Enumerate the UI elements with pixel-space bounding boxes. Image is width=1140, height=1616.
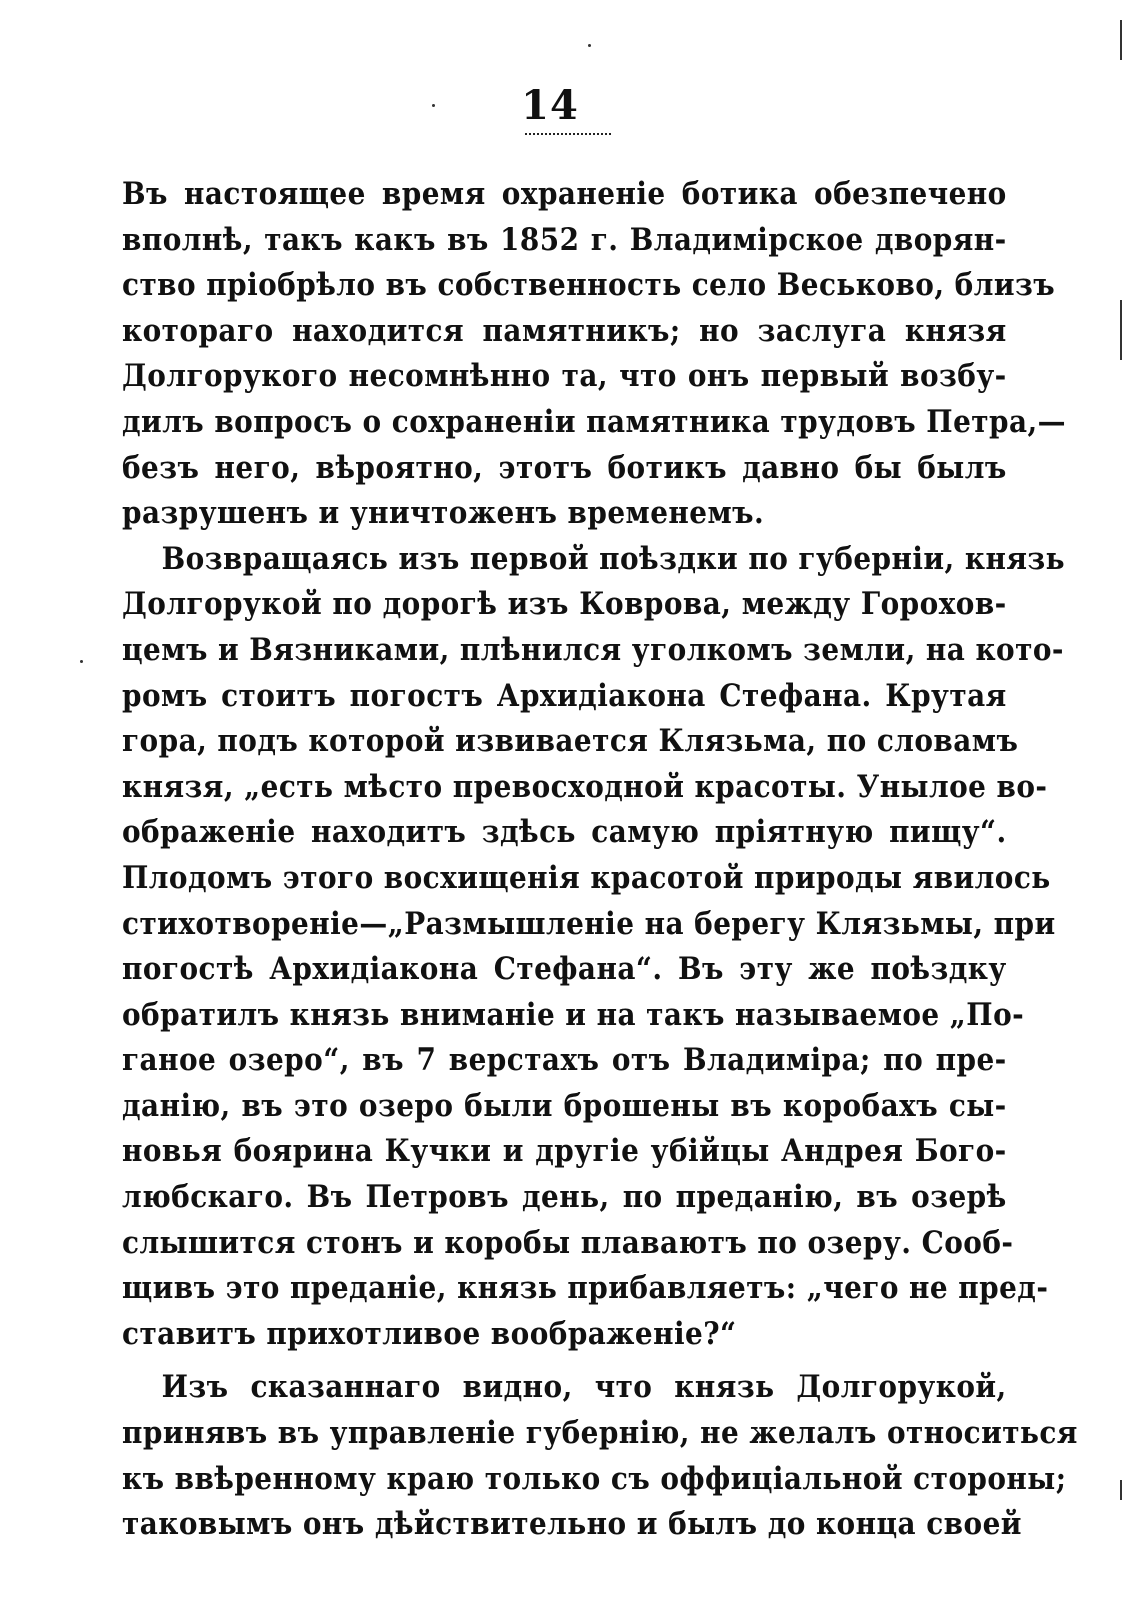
text-line: Долгорукого несомнѣнно та, что онъ первый возбу- — [122, 358, 1007, 395]
text-line: Въ настоящее время охраненіе ботика обезпечено — [122, 176, 1007, 212]
scan-edge-mark — [1120, 1480, 1122, 1500]
scan-speck — [432, 104, 435, 107]
text-line: принявъ въ управленіе губернію, не желалъ относиться — [122, 1415, 1078, 1452]
text-line: къ ввѣренному краю только съ оффиціальной стороны; — [122, 1460, 1067, 1497]
text-line: котораго находится памятникъ; но заслуга князя — [122, 312, 1007, 349]
page-number-rule — [525, 133, 611, 135]
text-line: вполнѣ, такъ какъ въ 1852 г. Владимірское дворян- — [122, 221, 1007, 258]
paragraph — [122, 172, 1067, 537]
text-line: цемъ и Вязниками, плѣнился уголкомъ земли, на кото- — [122, 631, 1064, 668]
text-line: ромъ стоитъ погостъ Архидіакона Стефана. Крутая — [122, 677, 1007, 714]
text-line: ставитъ прихотливое воображеніе?“ — [122, 1315, 737, 1352]
text-line: ображеніе находитъ здѣсь самую пріятную пищу“. — [122, 814, 1007, 851]
text-line: погостѣ Архидіакона Стефана“. Въ эту же поѣздку — [122, 951, 1007, 988]
page-number: 14 — [521, 82, 579, 129]
text-line: Изъ сказаннаго видно, что князь Долгорукой, — [161, 1369, 1007, 1406]
text-line: разрушенъ и уничтоженъ временемъ. — [122, 495, 765, 532]
scan-edge-mark — [1120, 20, 1122, 60]
text-line: Долгорукой по дорогѣ изъ Коврова, между Горохов- — [122, 586, 1007, 623]
text-line: слышится стонъ и коробы плаваютъ по озеру. Сооб- — [122, 1224, 1014, 1261]
body-text — [122, 172, 1078, 1548]
text-line: князя, „есть мѣсто превосходной красоты. Унылое во- — [122, 768, 1048, 805]
paragraph — [122, 537, 1066, 1358]
scan-edge-mark — [1120, 300, 1122, 360]
text-line: безъ него, вѣроятно, этотъ ботикъ давно бы былъ — [122, 449, 1007, 486]
text-line: обратилъ князь вниманіе и на такъ называемое „По- — [122, 996, 1025, 1033]
text-line: гора, подъ которой извивается Клязьма, по словамъ — [122, 723, 1019, 760]
text-line: таковымъ онъ дѣйствительно и былъ до конца своей — [122, 1506, 1022, 1543]
text-line: новья боярина Кучки и другіе убійцы Андрея Бого- — [122, 1133, 1007, 1170]
text-line: стихотвореніе—„Размышленіе на берегу Клязьмы, при — [122, 905, 1056, 942]
text-line: данію, въ это озеро были брошены въ коробахъ сы- — [122, 1087, 1007, 1124]
text-line: щивъ это преданіе, князь прибавляетъ: „чего не пред- — [122, 1270, 1049, 1307]
text-line: Плодомъ этого восхищенія красотой природы явилось — [122, 859, 1051, 896]
scan-speck — [80, 660, 83, 663]
text-line: ство пріобрѣло въ собственность село Веськово, близъ — [122, 267, 1056, 304]
text-line: Возвращаясь изъ первой поѣздки по губерніи, князь — [161, 540, 1066, 577]
paragraph-gap — [122, 1357, 1007, 1365]
text-line: ганое озеро“, въ 7 верстахъ отъ Владиміра; по пре- — [122, 1042, 1007, 1079]
paragraph — [122, 1365, 1078, 1547]
text-line: дилъ вопросъ о сохраненіи памятника трудовъ Петра,— — [122, 403, 1067, 440]
text-line: любскаго. Въ Петровъ день, по преданію, въ озерѣ — [122, 1179, 1007, 1216]
scan-speck — [588, 44, 591, 47]
